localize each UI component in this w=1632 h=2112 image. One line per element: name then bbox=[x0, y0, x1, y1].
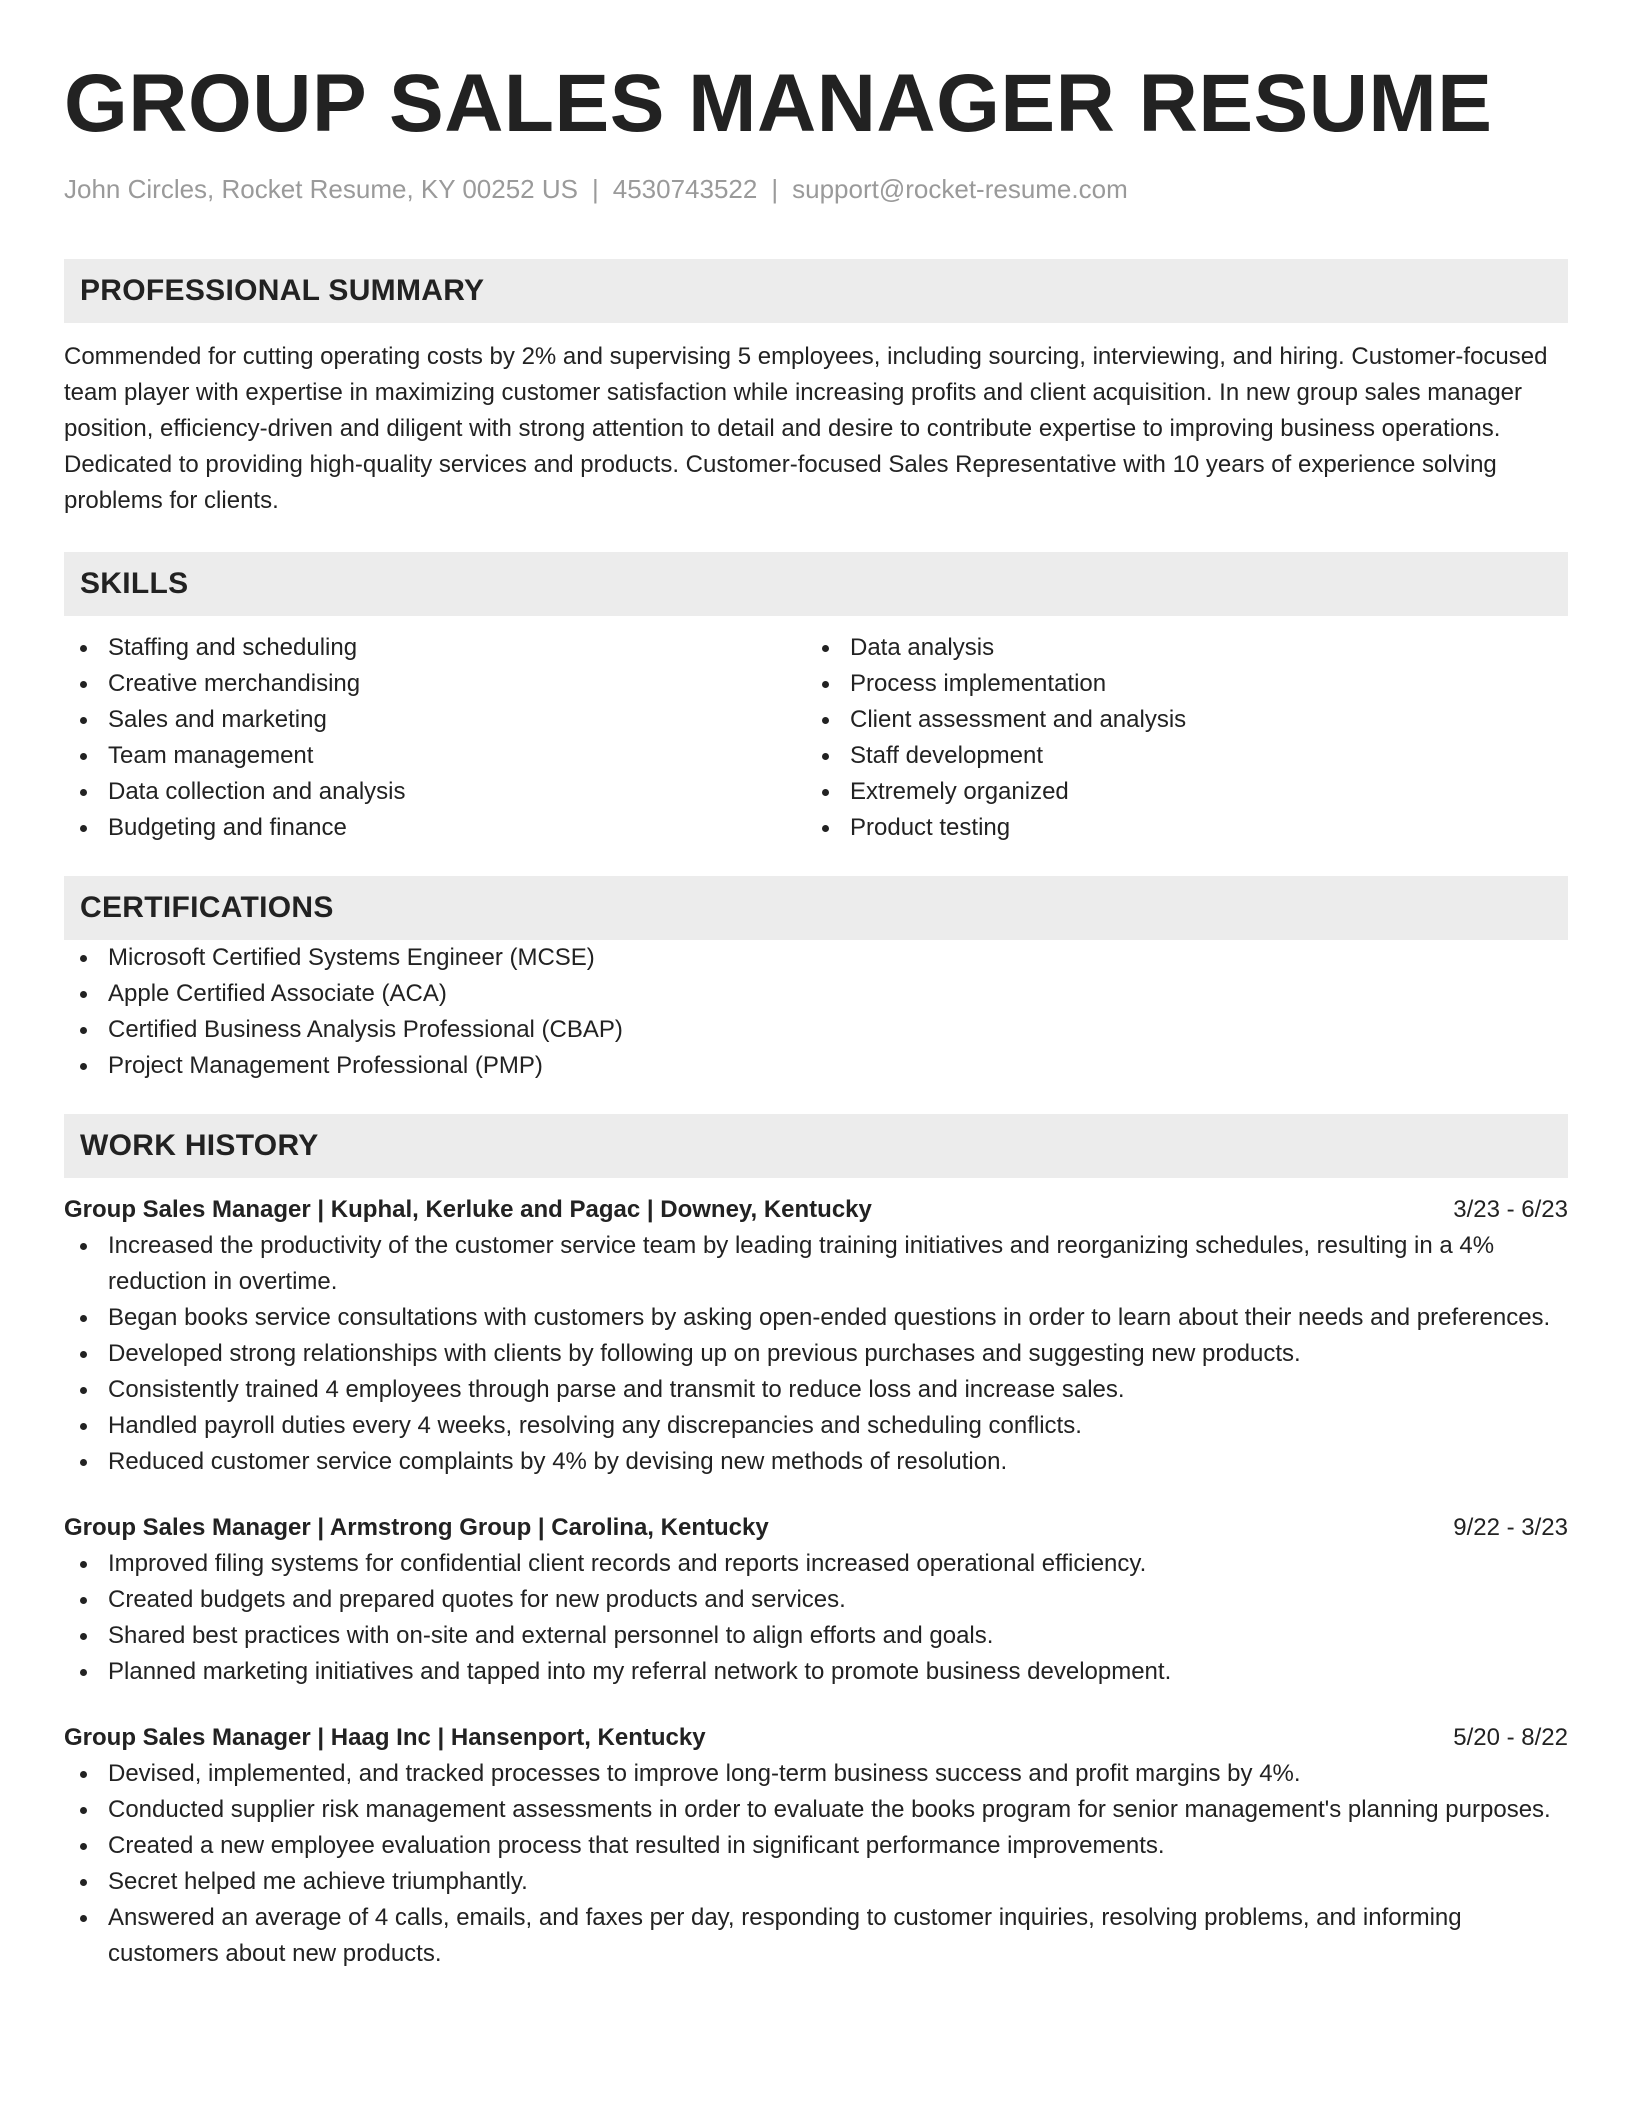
contact-address: John Circles, Rocket Resume, KY 00252 US bbox=[64, 174, 578, 204]
skills-grid bbox=[64, 630, 1568, 846]
job-header bbox=[64, 1720, 1568, 1756]
certification-item: Apple Certified Associate (ACA) bbox=[64, 976, 1568, 1012]
job-bullet: Handled payroll duties every 4 weeks, resolving any discrepancies and scheduling conflicts. bbox=[64, 1408, 1568, 1444]
resume-title: GROUP SALES MANAGER RESUME bbox=[64, 58, 1493, 149]
job-bullet: Answered an average of 4 calls, emails, and faxes per day, responding to customer inquiries, resolving problems, and informing customers about new products. bbox=[64, 1900, 1568, 1972]
section-header-summary: PROFESSIONAL SUMMARY bbox=[64, 259, 1568, 323]
job-bullet: Created a new employee evaluation process that resulted in significant performance improvements. bbox=[64, 1828, 1568, 1864]
job-bullet: Planned marketing initiatives and tapped into my referral network to promote business development. bbox=[64, 1654, 1568, 1690]
job-dates: 3/23 - 6/23 bbox=[1453, 1196, 1568, 1223]
job-bullet: Improved filing systems for confidential client records and reports increased operational efficiency. bbox=[64, 1546, 1568, 1582]
job-bullet-list bbox=[64, 1228, 1568, 1480]
skill-item: Team management bbox=[64, 738, 806, 774]
skill-item: Budgeting and finance bbox=[64, 810, 806, 846]
job-bullet-list bbox=[64, 1756, 1568, 1972]
contact-phone: 4530743522 bbox=[612, 174, 758, 204]
job-dates: 5/20 - 8/22 bbox=[1453, 1724, 1568, 1751]
certification-item: Certified Business Analysis Professional (CBAP) bbox=[64, 1012, 1568, 1048]
skills-list-left bbox=[64, 630, 806, 846]
job-bullet: Reduced customer service complaints by 4% by devising new methods of resolution. bbox=[64, 1444, 1568, 1480]
skill-item: Data collection and analysis bbox=[64, 774, 806, 810]
skill-item: Staffing and scheduling bbox=[64, 630, 806, 666]
section-header-certifications: CERTIFICATIONS bbox=[64, 876, 1568, 940]
contact-separator: | bbox=[771, 174, 779, 204]
job-bullet: Consistently trained 4 employees through parse and transmit to reduce loss and increase sales. bbox=[64, 1372, 1568, 1408]
skill-item: Staff development bbox=[806, 738, 1548, 774]
certification-list bbox=[64, 940, 1568, 1084]
summary-text: Commended for cutting operating costs by 2% and supervising 5 employees, including sourcing, interviewing, and hiring. Customer-focused team player with expertise in maximizing customer satisfaction while increasing profits and client acquisition. In new group sales manager position, efficiency-driven and diligent with strong attention to detail and desire to contribute expertise to improving business operations. Dedicated to providing high-quality services and products. Customer-focused Sales Representative with 10 years of experience solving problems for clients. bbox=[64, 343, 1548, 514]
certification-item: Project Management Professional (PMP) bbox=[64, 1048, 1568, 1084]
section-header-work-history: WORK HISTORY bbox=[64, 1114, 1568, 1178]
skill-item: Data analysis bbox=[806, 630, 1548, 666]
job-bullet: Shared best practices with on-site and external personnel to align efforts and goals. bbox=[64, 1618, 1568, 1654]
skill-item: Product testing bbox=[806, 810, 1548, 846]
skill-item: Sales and marketing bbox=[64, 702, 806, 738]
job-bullet: Devised, implemented, and tracked processes to improve long-term business success and profit margins by 4%. bbox=[64, 1756, 1568, 1792]
skill-item: Process implementation bbox=[806, 666, 1548, 702]
job-header bbox=[64, 1192, 1568, 1228]
skills-list-right bbox=[806, 630, 1548, 846]
job-bullet-list bbox=[64, 1546, 1568, 1690]
job-header bbox=[64, 1510, 1568, 1546]
job-bullet: Began books service consultations with customers by asking open-ended questions in order to learn about their needs and preferences. bbox=[64, 1300, 1568, 1336]
contact-email: support@rocket-resume.com bbox=[792, 174, 1128, 204]
job-entry bbox=[64, 1192, 1568, 1480]
job-bullet: Conducted supplier risk management assessments in order to evaluate the books program for senior management's planning purposes. bbox=[64, 1792, 1568, 1828]
skill-item: Extremely organized bbox=[806, 774, 1548, 810]
contact-separator: | bbox=[591, 174, 599, 204]
job-dates: 9/22 - 3/23 bbox=[1453, 1514, 1568, 1541]
job-bullet: Created budgets and prepared quotes for new products and services. bbox=[64, 1582, 1568, 1618]
job-entry bbox=[64, 1510, 1568, 1690]
skill-item: Client assessment and analysis bbox=[806, 702, 1548, 738]
certification-item: Microsoft Certified Systems Engineer (MCSE) bbox=[64, 940, 1568, 976]
job-bullet: Developed strong relationships with clients by following up on previous purchases and suggesting new products. bbox=[64, 1336, 1568, 1372]
skill-item: Creative merchandising bbox=[64, 666, 806, 702]
job-title: Group Sales Manager | Armstrong Group | Carolina, Kentucky bbox=[64, 1514, 769, 1541]
job-entry bbox=[64, 1720, 1568, 1972]
contact-line bbox=[64, 172, 1568, 206]
section-header-skills: SKILLS bbox=[64, 552, 1568, 616]
job-title: Group Sales Manager | Haag Inc | Hansenport, Kentucky bbox=[64, 1724, 706, 1751]
job-bullet: Secret helped me achieve triumphantly. bbox=[64, 1864, 1568, 1900]
job-bullet: Increased the productivity of the customer service team by leading training initiatives and reorganizing schedules, resulting in a 4% reduction in overtime. bbox=[64, 1228, 1568, 1300]
job-title: Group Sales Manager | Kuphal, Kerluke and Pagac | Downey, Kentucky bbox=[64, 1196, 872, 1223]
resume-page bbox=[64, 56, 1568, 1972]
